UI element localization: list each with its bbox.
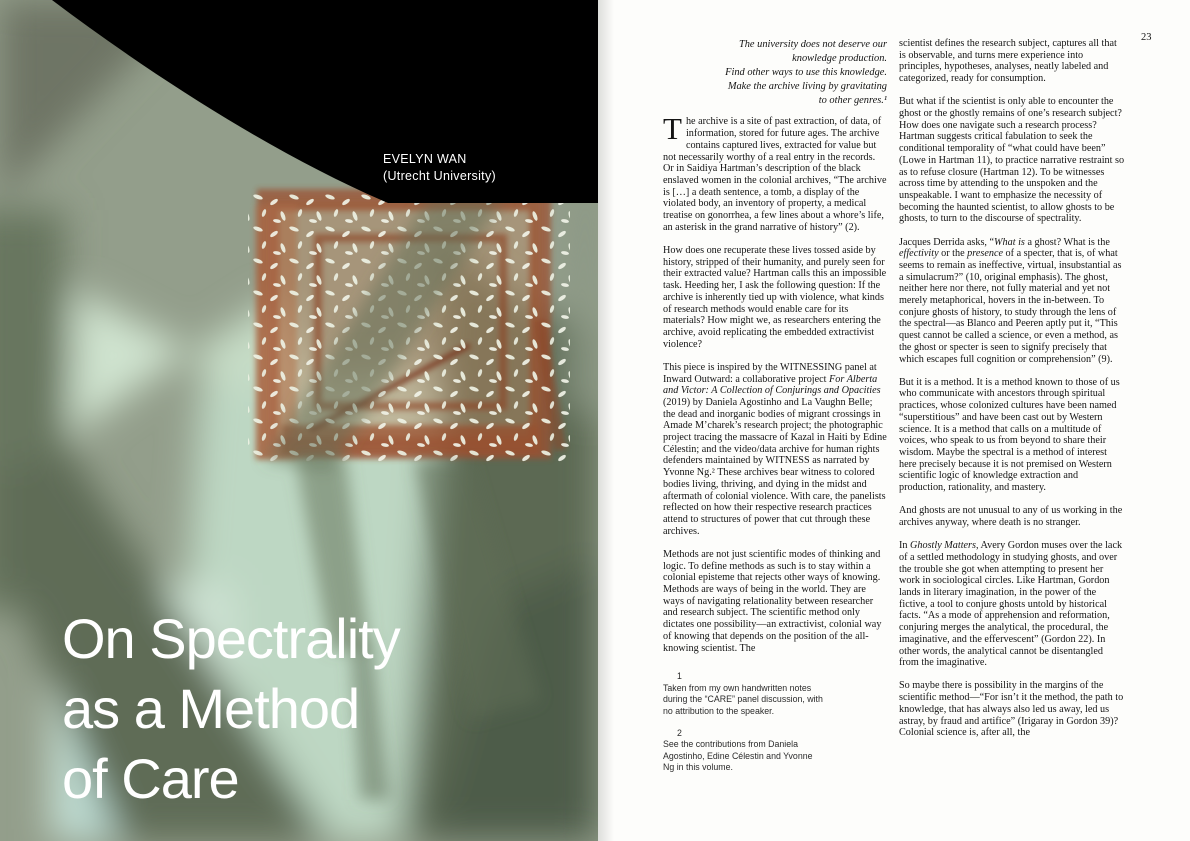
footnote-2	[663, 728, 825, 774]
paragraph: scientist defines the research subject, captures all that is observable, and turns mere experience into principles, hypotheses, analyses, neatly labeled and categorized, ready for consumption.	[899, 38, 1117, 85]
footnotes	[663, 671, 825, 774]
footnote-1	[663, 671, 825, 717]
page-number: 23	[1141, 32, 1152, 43]
paragraph	[663, 111, 887, 233]
paragraph: This piece is inspired by the WITNESSING panel at Inward Outward: a collaborative project For Alberta and Victor: A Collection of Conjurings and Opacities (2019) by Daniela Agostinho and La Vaughn Belle; the dead and inorganic bodies of migrant crossings in Amade M’charek’s research project; the photographic project tracing the massacre of Kazal in Haiti by Edine Célestin; and the video/data archive for human rights defenders maintained by WITNESS as narrated by Yvonne Ng.² These archives bear witness to colored bodies living, thriving, and dying in the midst and aftermath of colonial violence. With care, the panelists reflected on how their respective research practices attend to structures of power that cut through these archives.	[663, 361, 887, 537]
paragraph: And ghosts are not unusual to any of us working in the archives anyway, where death is no stranger.	[899, 505, 1123, 529]
footnote-1-text: Taken from my own handwritten notes during the “CARE” panel discussion, with no attribution to the speaker.	[663, 682, 823, 716]
paragraph: But it is a method. It is a method known to those of us who communicate with ancestors through spiritual practices, whose colonized cultures have been named “superstitious” and have been cast out by Western science. It is a method that calls on a multitude of voices, who speak to us from beyond to share their wisdom. Maybe the spectral is a method of interest here precisely because it is not premised on Western scientific logic of knowledge extraction and production, rationality, and mastery.	[899, 376, 1120, 494]
author-affiliation: (Utrecht University)	[383, 168, 496, 183]
text-column-1	[663, 38, 887, 784]
paragraph-text: he archive is a site of past extraction, of data, of information, stored for future ages. The archive contains captured lives, extracted for value but not necessarily worthy of a real entry in the records. Or in Saidiya Hartman’s description of the black enslaved women in the colonial archives, “The archive is […] a death sentence, a tomb, a display of the violated body, an inventory of property, a medical treatise on gonorrhea, a few lines about a whore’s life, an asterisk in the grand narrative of history” (2).	[663, 116, 887, 233]
text-column-2	[899, 38, 1125, 750]
paragraph: So maybe there is possibility in the margins of the scientific method—“For isn’t it the method, the path to knowledge, that has always also led us away, led us astray, by fraud and artifice” (Irigaray in Gordon 39)? Colonial science is, after all, the	[899, 680, 1124, 739]
footnote-2-text: See the contributions from Daniela Agostinho, Edine Célestin and Yvonne Ng in this volume.	[663, 739, 813, 773]
paragraph: Jacques Derrida asks, “What is a ghost? What is the effectivity or the presence of a specter, that is, of what seems to remain as ineffective, virtual, insubstantial as a simulacrum?” (10, original emphasis). The ghost, neither here nor there, not fully material and yet not merely metaphorical, hovers in the in-between. To conjure ghosts of history, to study through the lens of the spectral—as Blanco and Peeren aptly put it, “This quest cannot be called a science, or even a method, as the ghost or specter is seen to signify precisely that which escapes full cognition or comprehension” (9).	[899, 236, 1122, 365]
author-block	[383, 151, 496, 184]
right-page	[598, 0, 1190, 841]
drop-cap: T	[663, 111, 682, 147]
footnote-2-number: 2	[677, 727, 682, 738]
footnote-1-number: 1	[677, 671, 682, 682]
gutter-shadow	[598, 0, 614, 841]
epigraph: The university does not deserve our knowledge production. Find other ways to use this knowledge. Make the archive living by gravitating to other genres.¹	[725, 39, 887, 107]
paragraph: How does one recuperate these lives tossed aside by history, stripped of their humanity, and purely seen for their extracted value? Hartman calls this an impossible task. Heeding her, I ask the following question: If the archive is inherently tied up with violence, what kinds of research methods would enable care for its materials? How might we, as researchers entering the archive, avoid replicating the embedded extractivist violence?	[663, 245, 887, 350]
article-title: On Spectrality as a Method of Care	[62, 607, 400, 810]
paragraph: In Ghostly Matters, Avery Gordon muses over the lack of a settled methodology in studying ghosts, and over the trouble she got when attempting to present her work in sociological circles. Like Hartman, Gordon lands in literary imagination, in the power of the fictive, a tool to conjure ghosts untold by historical facts. “As a mode of apprehension and reformation, conjuring merges the analytical, the procedural, the imaginative, and the effervescent” (Gordon 22). In other words, the analytical cannot be disentangled from the imaginative.	[899, 540, 1123, 669]
author-name: EVELYN WAN	[383, 152, 467, 166]
paragraph: Methods are not just scientific modes of thinking and logic. To define methods as such is to stay within a colonial episteme that rejects other ways of knowing. Methods are ways of being in the world. They are ways of navigating relationality between researcher and research subject. The scientific method only dictates one possibility—an extractivist, colonial way of knowing that depends on the position of the all-knowing scientist. The	[663, 548, 882, 654]
paragraph: But what if the scientist is only able to encounter the ghost or the ghostly remains of one’s research subject? How does one navigate such a research process? Hartman suggests critical fabulation to seek the conditional temporality of “what could have been” (Lowe in Hartman 11), to practice narrative restraint so as to refuse closure (Hartman 12). To be witnesses across time by attending to the unspoken and the unspeakable. I want to emphasize the necessity of becoming the haunted scientist, to allow ghosts to be ghosts, to turn to the discourse of spectrality.	[899, 96, 1125, 225]
